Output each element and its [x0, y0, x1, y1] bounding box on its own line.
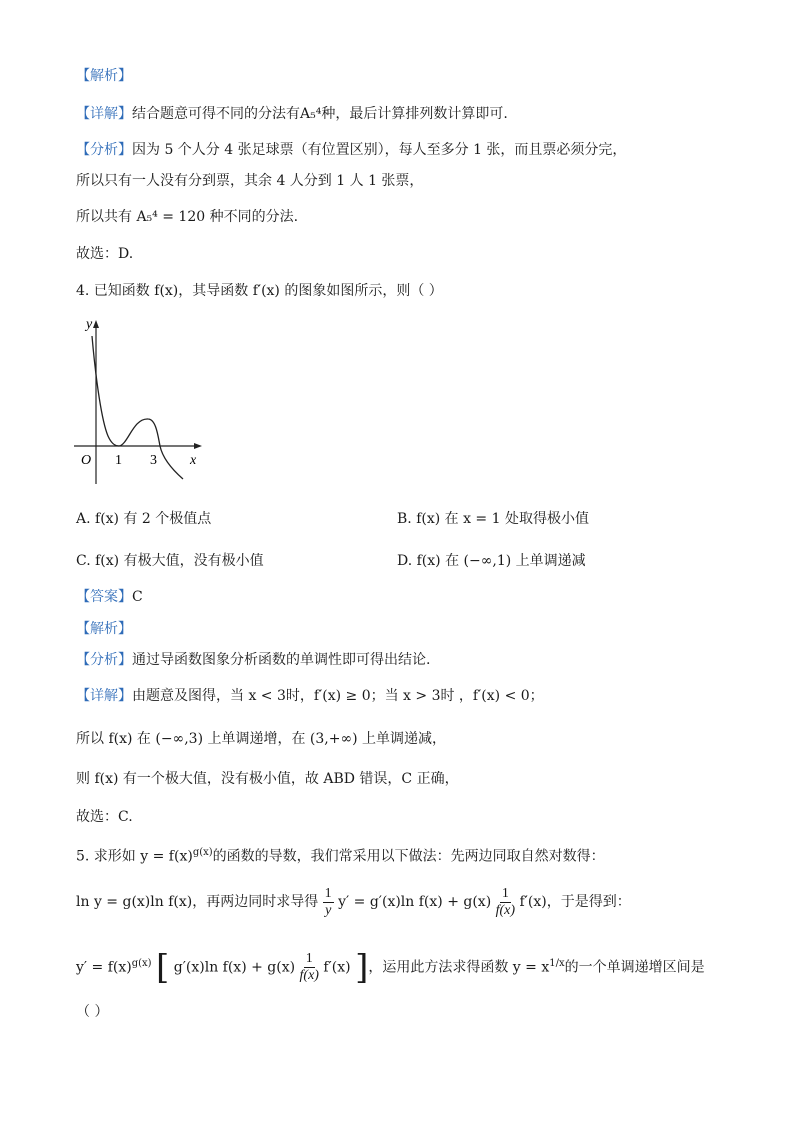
- option-c[interactable]: C. f(x) 有极大值，没有极小值: [76, 553, 264, 569]
- y-axis-arrow: [93, 320, 99, 328]
- q5-stem-exponent: g(x): [192, 847, 213, 858]
- q5-function: y = x: [512, 959, 550, 976]
- analysis-line1-q3: [76, 140, 626, 160]
- q5-function-exponent: 1/x: [549, 958, 565, 969]
- q5-result-start: y′ = f(x): [76, 959, 132, 976]
- analysis-line-q4: [76, 650, 430, 670]
- q5-derivative-expr: y′ = g′(x)ln f(x) + g(x): [338, 894, 492, 910]
- analysis-line2-q3: 所以只有一人没有分到票，其余 4 人分到 1 人 1 张票，: [76, 173, 424, 189]
- x-axis-arrow: [194, 443, 202, 449]
- analysis-text: 因为 5 个人分 4 张足球票（有位置区别），每人至多分 1 张，而且票必须分完，: [132, 142, 627, 158]
- frac-denominator: y: [325, 902, 332, 918]
- option-d[interactable]: D. f(x) 在 (−∞,1) 上单调递减: [397, 553, 586, 569]
- answer-value: C: [132, 589, 143, 605]
- q5-question-tail: 的一个单调递增区间是: [564, 959, 705, 976]
- q5-answer-paren: （ ）: [76, 1004, 109, 1020]
- detail-line-q3: [76, 104, 508, 124]
- right-bracket: ]: [355, 947, 369, 988]
- x-label: x: [190, 453, 197, 468]
- frac-numerator: 1: [305, 951, 313, 967]
- q5-result-line: [76, 944, 705, 988]
- derivative-graph: [70, 312, 210, 490]
- q5-stem-start: 5. 求形如 y = f(x): [76, 848, 193, 865]
- q5-log-equation: ln y = g(x)ln f(x)，再两边同时求导得: [76, 894, 319, 910]
- analysis-line3-q3: 所以共有 A₅⁴ = 120 种不同的分法.: [76, 209, 299, 225]
- option-a[interactable]: A. f(x) 有 2 个极值点: [76, 511, 212, 527]
- option-b[interactable]: B. f(x) 在 x = 1 处取得极小值: [397, 511, 589, 527]
- detail-tag: 【详解】: [76, 106, 132, 122]
- choice-q4: 故选：C.: [76, 809, 133, 825]
- detail-text: 结合题意可得不同的分法有A₅⁴种，最后计算排列数计算即可.: [132, 106, 508, 122]
- detail-tag: 【详解】: [76, 688, 132, 704]
- frac-denominator: f(x): [495, 902, 516, 918]
- q5-derivation-line: [76, 884, 631, 920]
- fraction-one-over-fx: [496, 886, 515, 919]
- frac-numerator: 1: [501, 885, 509, 901]
- detail-line1-q4: [76, 686, 544, 706]
- question-4-stem: 4. 已知函数 f(x)，其导函数 f′(x) 的图象如图所示，则（ ）: [76, 283, 443, 299]
- question-5-stem: [76, 843, 605, 867]
- fraction-one-over-fx-2: [300, 951, 319, 984]
- detail-line3-q4: 则 f(x) 有一个极大值，没有极小值，故 ABD 错误，C 正确，: [76, 771, 459, 787]
- analysis-tag: 【分析】: [76, 652, 132, 668]
- frac-numerator: 1: [324, 885, 332, 901]
- tick-label-3: 3: [150, 453, 157, 468]
- fraction-one-over-y: [323, 886, 334, 919]
- detail-text: 由题意及图得，当 x < 3时，f′(x) ≥ 0；当 x > 3时 ，f′(x) < 0；: [132, 688, 544, 704]
- jiexi-heading-q3: 【解析】: [76, 68, 132, 84]
- q5-bracket-expr: g′(x)ln f(x) + g(x): [173, 959, 296, 976]
- detail-line2-q4: 所以 f(x) 在 (−∞,3) 上单调递增，在 (3,+∞) 上单调递减，: [76, 731, 447, 747]
- choice-q3: 故选：D.: [76, 246, 134, 262]
- tick-label-1: 1: [115, 453, 122, 468]
- origin-label: O: [81, 453, 92, 468]
- frac-denominator: f(x): [299, 968, 319, 984]
- y-label: y: [86, 317, 93, 332]
- derivative-curve: [92, 336, 183, 479]
- analysis-tag: 【分析】: [76, 142, 132, 158]
- answer-tag: 【答案】: [76, 589, 132, 605]
- q5-stem-rest: 的函数的导数，我们常采用以下做法：先两边同取自然对数得：: [212, 848, 605, 865]
- q5-derivative-tail: f′(x)，于是得到：: [519, 894, 631, 910]
- q5-result-exponent: g(x): [131, 958, 152, 969]
- left-bracket: [: [156, 947, 170, 988]
- jiexi-heading-q4: 【解析】: [76, 621, 132, 637]
- q5-method-text: ，运用此方法求得函数: [368, 959, 509, 976]
- answer-line-q4: [76, 587, 143, 607]
- q5-bracket-tail: f′(x): [323, 959, 351, 976]
- analysis-text: 通过导函数图象分析函数的单调性即可得出结论.: [132, 652, 431, 668]
